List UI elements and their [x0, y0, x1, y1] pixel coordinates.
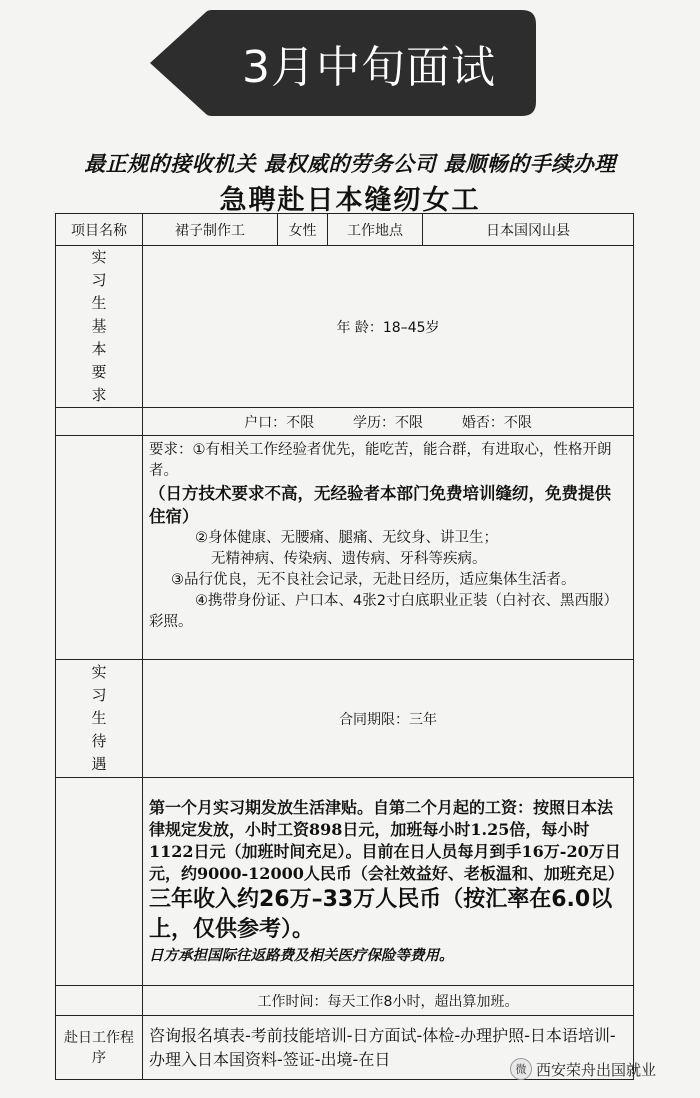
table-row: [56, 214, 634, 246]
requirement-2b: 无精神病、传染病、遗传病、牙科等疾病。: [211, 551, 487, 567]
job-table: [55, 213, 634, 1080]
costs-note: 日方承担国际往返路费及相关医疗保险等费用。: [149, 947, 454, 964]
interview-date-banner: [150, 8, 538, 118]
contract-term: 合同期限：三年: [143, 660, 634, 778]
watermark: [510, 1058, 656, 1080]
project-label: 项目名称: [56, 214, 143, 246]
requirement-note: （日方技术要求不高，无经验者本部门免费培训缝纫，免费提供住宿）: [149, 484, 611, 526]
work-time: 工作时间：每天工作8小时，超出算加班。: [143, 986, 634, 1016]
requirement-3: ③品行优良，无不良社会记录，无赴日经历，适应集体生活者。: [171, 572, 576, 588]
detailed-requirements: [143, 436, 634, 660]
table-row: [56, 986, 634, 1016]
table-row: [56, 436, 634, 660]
project-value: 裙子制作工: [143, 214, 278, 246]
hukou-value: 户口：不限: [244, 414, 315, 431]
wechat-icon: 微: [510, 1058, 532, 1080]
marital-value: 婚否：不限: [461, 414, 532, 431]
requirement-4: ④携带身份证、户口本、4张2寸白底职业正装（白衬衣、黑西服）彩照。: [149, 593, 618, 630]
banner-text: 3月中旬面试: [242, 42, 496, 93]
slogan: 最正规的接收机关 最权威的劳务公司 最顺畅的手续办理: [84, 152, 616, 176]
basic-conditions: [143, 408, 634, 436]
salary-text: 第一个月实习期发放生活津贴。自第二个月起的工资：按照日本法律规定发放，小时工资898日元，加班每小时1.25倍，每小时1122日元（加班时间充足）。目前在日人员每月到手16万-20万日元，约9000-12000人民币（会社效益好、老板温和、加班充足）: [149, 797, 624, 883]
location-label: 工作地点: [328, 214, 423, 246]
headline: 急聘赴日本缝纫女工: [219, 185, 481, 216]
age-requirement: 年 龄：18–45岁: [143, 246, 634, 408]
salary-details: [143, 778, 634, 986]
requirement-1: 要求：①有相关工作经验者优先，能吃苦，能合群，有进取心，性格开朗者。: [149, 442, 612, 479]
treatment-label: 实 习 生 待 遇: [56, 660, 143, 778]
location-value: 日本国冈山县: [423, 214, 634, 246]
requirement-2: ②身体健康、无腰痛、腿痛、无纹身、讲卫生；: [195, 530, 498, 546]
table-row: [56, 408, 634, 436]
procedure-label: 赴日工作程序: [56, 1016, 143, 1080]
table-row: [56, 660, 634, 778]
procedure-steps: 咨询报名填表-考前技能培训-日方面试-体检-办理护照-日本语培训-办理入日本国资料-签证-出境-在日: [143, 1016, 634, 1080]
table-row: [56, 778, 634, 986]
gender-value: 女性: [278, 214, 328, 246]
watermark-text: 西安荣舟出国就业: [536, 1060, 657, 1079]
basic-requirements-label: 实 习 生 基 本 要 求: [56, 246, 143, 408]
education-value: 学历：不限: [353, 414, 423, 431]
table-row: [56, 246, 634, 408]
income-estimate: 三年收入约26万–33万人民币（按汇率在6.0以上，仅供参考）。: [149, 886, 613, 942]
